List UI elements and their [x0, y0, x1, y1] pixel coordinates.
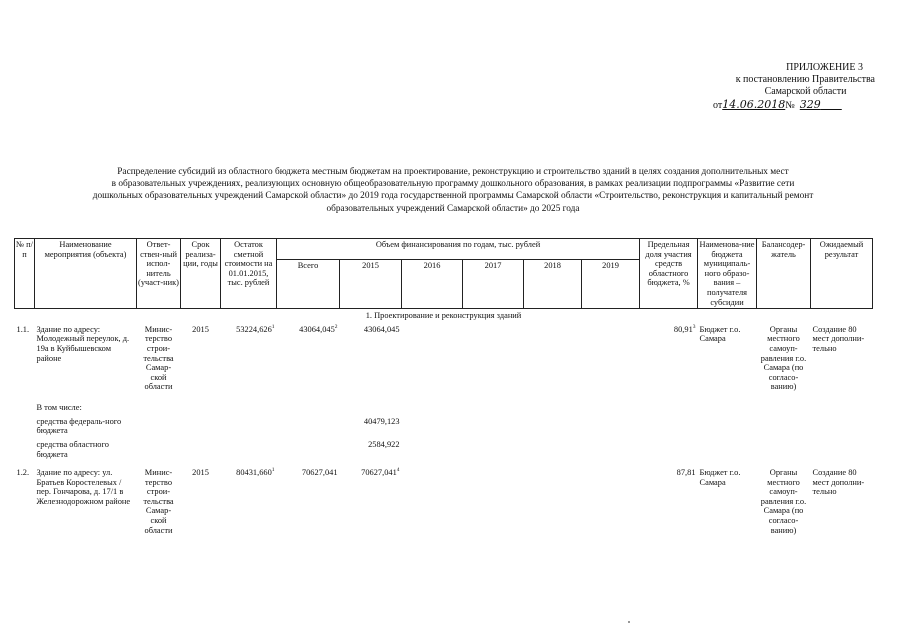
header-balance-holder: Балансодер-жатель [757, 239, 811, 309]
handwritten-date: 14.06.2018 [722, 98, 786, 111]
value-2015: 70627,041 [361, 467, 397, 477]
title-line-3: дошкольных образовательных учреждений Самарской области» до 2019 года государственной программы Самарской области «Строительство, реконструкция и капитальный ремонт [92, 191, 814, 202]
row-expected-result: Создание 80 мест дополни-тельно [812, 467, 865, 497]
row-num: 1.1. [16, 324, 30, 334]
row-budget-name: Бюджет г.о. Самара [699, 324, 741, 344]
table-row [15, 466, 873, 546]
row-2016 [402, 466, 463, 546]
row-max-share [640, 323, 698, 401]
value-2015: 43064,045 [363, 324, 400, 334]
row-budget-name: Бюджет г.о. Самара [699, 467, 741, 487]
title-line-2: в образовательных учреждениях, реализующих основную общеобразовательную программу дошкольного образования, в рамках реализации подпрограммы «Развитие сети [111, 179, 795, 190]
header-year-2016: 2016 [402, 260, 463, 309]
title-line-1: Распределение субсидий из областного бюджета местным бюджетам на проектирование, реконструкцию и строительство зданий в целях создания дополнительных мест [117, 167, 789, 177]
header-budget-name: Наименова-ние бюджета муниципаль-ного образо-вания – получателя субсидии [698, 239, 757, 309]
regional-2015: 2584,922 [368, 439, 400, 449]
regional-label: средства областного бюджета [36, 439, 109, 459]
federal-label: средства федераль-ного бюджета [36, 416, 122, 436]
row-total [277, 466, 340, 546]
table-row [15, 323, 873, 401]
header-remaining: Остаток сметной стоимости на 01.01.2015, тыс. рублей [221, 239, 277, 309]
row-2016 [402, 323, 463, 401]
total-value: 70627,041 [301, 467, 338, 477]
footnote-mark: 1 [271, 323, 275, 330]
row-executor: Минис-терство строи-тельства Самар-ской области [143, 324, 174, 392]
footnote-mark: 4 [396, 467, 400, 474]
number-prefix: № [785, 100, 795, 111]
appendix-block [700, 62, 875, 112]
footnote-mark: 3 [692, 323, 696, 330]
header-num: № п/п [15, 239, 35, 309]
handwritten-number: 329 [799, 98, 821, 111]
row-period: 2015 [192, 324, 209, 334]
title-line-4: образовательных учреждений Самарской области» до 2025 года [326, 203, 580, 214]
federal-2015: 40479,123 [363, 416, 400, 426]
header-total: Всего [277, 260, 340, 309]
max-share-value: 80,91 [673, 324, 693, 334]
header-period: Срок реализа-ции, годы [181, 239, 221, 309]
header-year-2015: 2015 [340, 260, 402, 309]
row-balance-holder: Органы местного самоуп-равления г.о. Самара (по согласо-ванию) [760, 324, 807, 392]
subsidy-table [14, 238, 873, 546]
remaining-value: 80431,660 [236, 467, 272, 477]
header-financing: Объем финансирования по годам, тыс. рублей [277, 239, 640, 260]
row-2015 [340, 323, 402, 401]
footnote-mark: 1 [271, 467, 275, 474]
row-2017 [463, 466, 524, 546]
row-2017 [463, 323, 524, 401]
row-remaining [221, 323, 277, 401]
regional-row [15, 438, 873, 466]
header-max-share: Предельная доля участия средств областного бюджета, % [640, 239, 698, 309]
appendix-region-line: Самарской области [764, 86, 847, 97]
appendix-resolution-line: к постановлению Правительства [735, 74, 875, 85]
appendix-date-line [700, 99, 875, 112]
row-expected-result: Создание 80 мест дополни-тельно [812, 324, 865, 353]
section-row [15, 309, 873, 323]
federal-row [15, 415, 873, 438]
header-year-2017: 2017 [463, 260, 524, 309]
row-remaining [221, 466, 277, 546]
row-2019 [582, 323, 640, 401]
max-share-value: 87,81 [676, 467, 696, 477]
row-num: 1.2. [16, 467, 30, 477]
total-value: 43064,045 [299, 324, 335, 334]
header-executor: Ответ-ствен-ный испол-нитель (участ-ник) [137, 239, 181, 309]
including-row [15, 401, 873, 415]
date-prefix: от [713, 100, 723, 111]
header-name: Наименование мероприятия (объекта) [35, 239, 137, 309]
row-2019 [582, 466, 640, 546]
row-2018 [524, 466, 582, 546]
document-title [20, 166, 886, 215]
footnote-mark: 2 [334, 323, 338, 330]
scan-speck [628, 621, 630, 623]
row-max-share [640, 466, 698, 546]
row-balance-holder: Органы местного самоуп-равления г.о. Самара (по согласо-ванию) [760, 467, 807, 535]
row-name: Здание по адресу: Молодежный переулок, д. 19а в Куйбышевском районе [36, 324, 130, 363]
including-label: В том числе: [36, 402, 82, 412]
remaining-value: 53224,626 [236, 324, 272, 334]
row-period: 2015 [192, 467, 209, 477]
row-executor: Минис-терство строи-тельства Самар-ской области [143, 467, 174, 535]
row-total [277, 323, 340, 401]
row-2015 [340, 466, 402, 546]
header-year-2019: 2019 [582, 260, 640, 309]
appendix-title: ПРИЛОЖЕНИЕ 3 [786, 62, 863, 73]
header-expected-result: Ожидаемый результат [811, 239, 873, 309]
row-2018 [524, 323, 582, 401]
header-year-2018: 2018 [524, 260, 582, 309]
row-name: Здание по адресу: ул. Братьев Коростелевых / пер. Гончарова, д. 17/1 в Железнодорожном районе [36, 467, 131, 506]
section-title: 1. Проектирование и реконструкция зданий [365, 311, 522, 321]
